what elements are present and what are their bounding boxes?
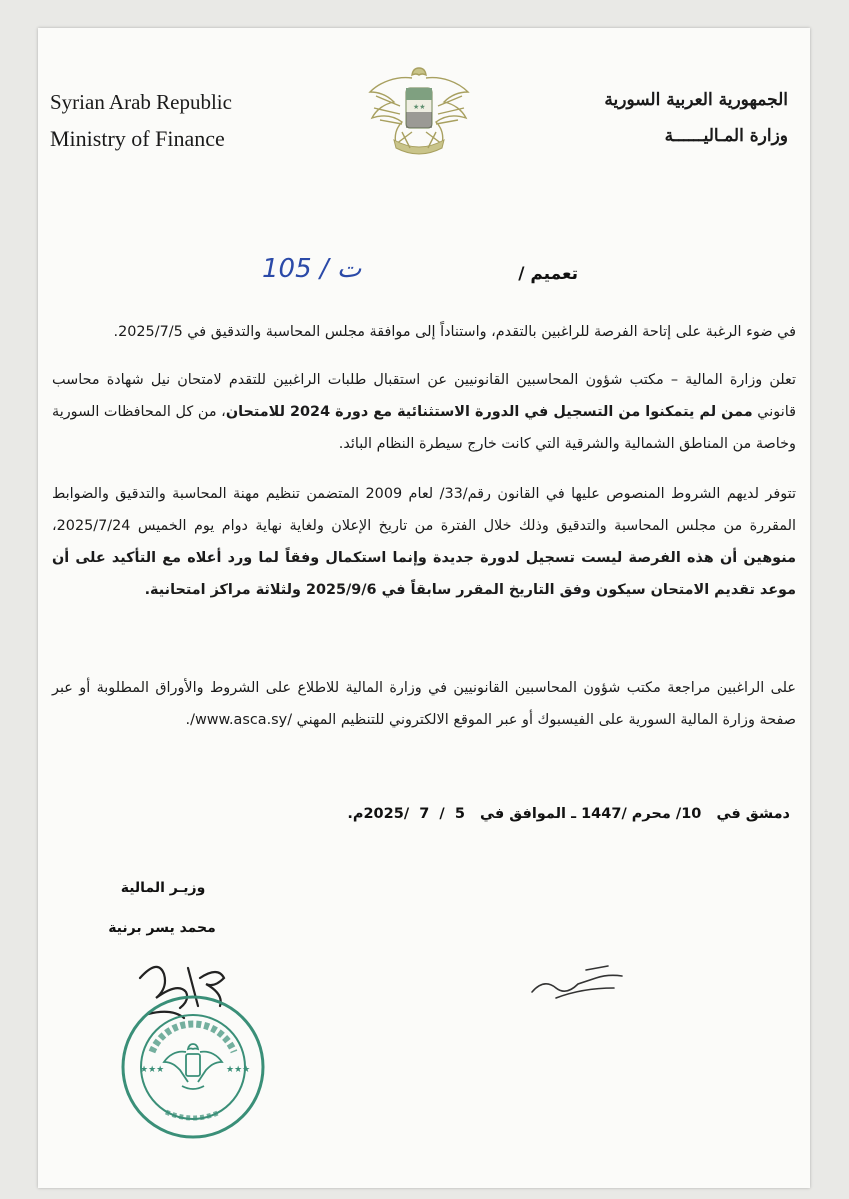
document-page [38,28,810,1188]
paragraph-intro: في ضوء الرغبة على إتاحة الفرصة للراغبين بالتقدم، واستناداً إلى موافقة مجلس المحاسبة والتدقيق في 2025/7/5. [113,324,796,340]
ministry-seal-stamp-icon [118,992,268,1142]
paragraph-announcement-bold: ممن لم يتمكنوا من التسجيل في الدورة الاستثنائية مع دورة 2024 للامتحان [225,404,753,420]
initials-signature-icon [526,958,636,1008]
circular-title [248,256,578,296]
syrian-eagle-emblem-icon [366,62,472,158]
svg-text:★★★: ★★★ [140,1064,165,1074]
paragraph-conditions-bold: منوهين أن هذه الفرصة ليست تسجيل لدورة جديدة وإنما استكمال وفقاً لما ورد أعلاه مع التأكيد على أن موعد تقديم الامتحان سيكون وفق التاريخ المقرر سابقاً في 2025/9/6 ولثلاثة مراكز امتحانية. [52,550,796,598]
document-date: دمشق في 10/ محرم /1447 ـ الموافق في 5 / 7 /2025م. [347,806,790,822]
paragraph-conditions [52,478,796,606]
paragraph-conditions-text: تتوفر لديهم الشروط المنصوص عليها في القانون رقم/33/ لعام 2009 المتضمن تنظيم مهنة المحاسبة والتدقيق والضوابط المقررة من مجلس المحاسبة والتدقيق وذلك خلال الفترة من تاريخ الإعلان ولغاية نهاية دوام يوم الخميس 2025/7/24، [52,486,796,534]
header-en-ministry: Ministry of Finance [50,126,225,151]
header-en-country: Syrian Arab Republic [50,90,232,114]
signatory-name: محمد يسر برنية [108,920,216,936]
circular-label: تعميم / [518,264,578,284]
svg-text:★★★: ★★★ [226,1064,251,1074]
paragraph-contact: على الراغبين مراجعة مكتب شؤون المحاسبين القانونيين في وزارة المالية للاطلاع على الشروط والأوراق المطلوبة أو عبر صفحة وزارة المالية السورية على الفيسبوك أو عبر الموقع الالكتروني للتنظيم المهني /www.asca.sy/. [52,680,796,728]
paragraph-announcement [52,364,796,460]
paragraph-announcement-text-2: ، من كل المحافظات السورية وخاصة من المناطق الشمالية والشرقية التي كانت خارج سيطرة النظام البائد. [52,404,796,452]
header-ar-ministry: وزارة المـاليــــــة [664,126,788,146]
paragraph-announcement-text-1: تعلن وزارة المالية – مكتب شؤون المحاسبين القانونيين عن استقبال طلبات الراغبين للتقدم لامتحان نيل شهادة محاسب قانوني [52,372,796,420]
svg-text:★★: ★★ [413,103,426,111]
circular-number-handwritten: 105 / ت [262,254,362,284]
header-ar-country: الجمهورية العربية السورية [604,90,788,110]
signatory-title: وزيـر المالية [120,880,206,896]
